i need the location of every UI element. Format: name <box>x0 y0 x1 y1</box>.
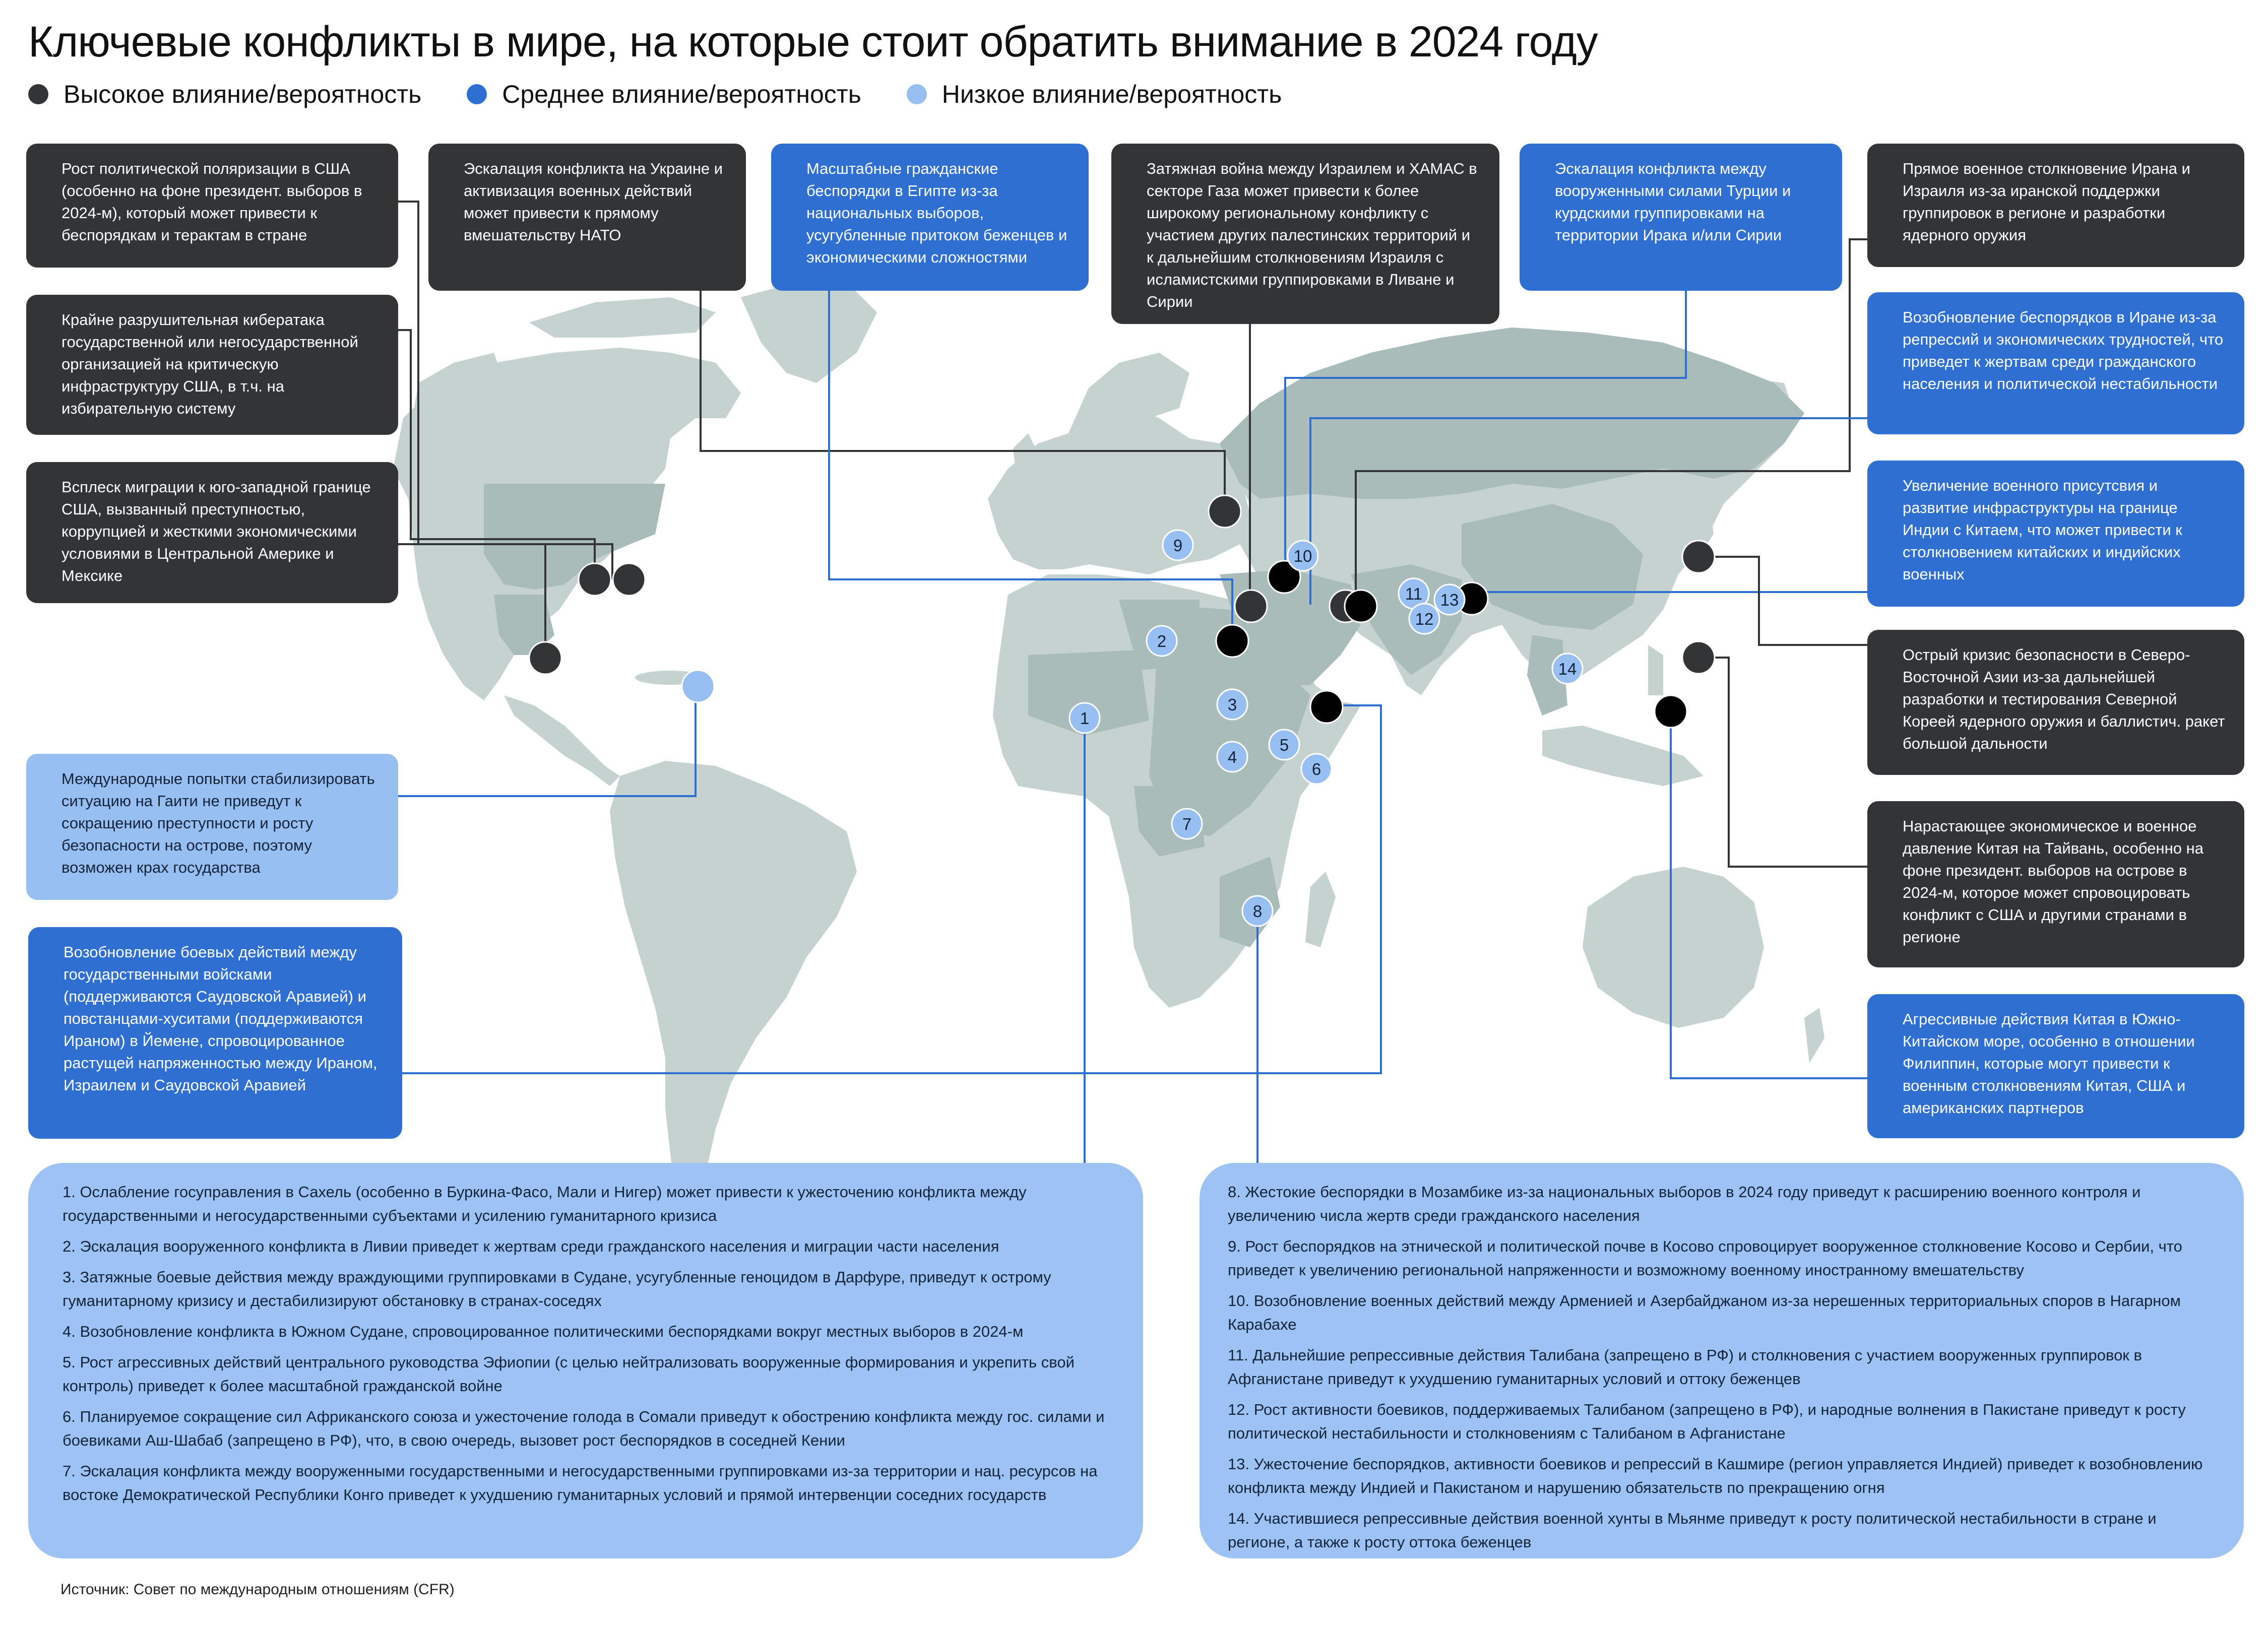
marker-12-label: 12 <box>1415 610 1434 628</box>
callout-taiwan-text: Нарастающее экономическое и военное давление Китая на Тайвань, особенно на фоне президент. выборов на острове в 2024-м, которое может спровоцировать конфликт с США и другими странами в регионе <box>1903 817 2203 946</box>
madagascar-land <box>1305 872 1336 947</box>
taiwan-marker <box>1682 641 1715 674</box>
marker-13-label: 13 <box>1440 591 1459 609</box>
callout-turkey-text: Эскалация конфликта между вооруженными силами Турции и курдскими группировками на территории Ирака и/или Сирии <box>1555 160 1791 244</box>
callout-iran-israel-text: Прямое военное столкновение Ирана и Израиля из-за иранской поддержки группировок в регионе и разработки ядерного оружия <box>1903 160 2190 244</box>
list-item: 9. Рост беспорядков на этнической и политической почве в Косово спровоцирует вооруженное столкновение Косово и Сербии, что приведет к увеличению региональной напряженности и возможному военному иностранному вмешательству <box>1228 1237 2182 1279</box>
south-china-sea-marker <box>1655 695 1687 728</box>
list-item: 4. Возобновление конфликта в Южном Судане, спровоцированное политическими беспорядками вокруг местных выборов в 2024-м <box>62 1323 1024 1340</box>
marker-2-label: 2 <box>1157 632 1167 650</box>
europe-land <box>988 403 1250 574</box>
list-item: 12. Рост активности боевиков, поддерживаемых Талибаном (запрещено в РФ), и народные волнения в Пакистане приведут к росту политической нестабильности и столкновениям с Талибаном в Афганистане <box>1228 1401 2186 1442</box>
callout-haiti-text: Международные попытки стабилизировать ситуацию на Гаити не приведут к сокращению преступности и росту безопасности на острове, поэтому возможен крах государства <box>61 770 375 876</box>
list-item: 2. Эскалация вооруженного конфликта в Ливии приведет к жертвам среди гражданского населения и миграции части населения <box>62 1237 999 1255</box>
callout-iran-israel <box>1867 144 2244 267</box>
marker-1-label: 1 <box>1080 709 1090 728</box>
marker-11-label: 11 <box>1405 584 1423 603</box>
southeast-asia-islands-land <box>1542 726 1704 786</box>
marker-5-label: 5 <box>1279 736 1289 754</box>
marker-8-label: 8 <box>1252 902 1263 921</box>
marker-10-label: 10 <box>1293 547 1312 565</box>
greenland-land <box>741 282 877 383</box>
usa-cyber-marker <box>613 563 645 596</box>
callout-cyberattack-text: Крайне разрушительная кибератака государственной или негосударственной организацией на критическую инфраструктуру США, в т.ч. на избирательную систему <box>61 311 358 417</box>
gaza-marker <box>1235 590 1267 622</box>
marker-4-label: 4 <box>1227 748 1237 766</box>
callout-usa-polarization <box>26 144 398 268</box>
egypt-marker <box>1216 625 1248 657</box>
scandinavia-land <box>1068 353 1189 433</box>
callout-north-korea-text: Острый кризис безопасности в Северо-Восточной Азии из-за дальнейшей разработки и тестирования Северной Кореей ядерного оружия и баллистич. ракет большой дальности <box>1903 646 2225 752</box>
south-america-land <box>610 761 857 1204</box>
australia-land <box>1583 867 1764 1028</box>
marker-6-label: 6 <box>1311 760 1321 778</box>
conflict-list-left-items <box>62 1180 1113 1507</box>
callout-migration <box>26 462 398 603</box>
mexico-border-marker <box>529 642 561 674</box>
list-item: 5. Рост агрессивных действий центрального руководства Эфиопии (с целью нейтрализовать вооруженные формирования и укрепить свой контроль) приведет к более масштабной гражданской войне <box>62 1353 1075 1395</box>
callout-yemen <box>28 927 402 1139</box>
list-item: 6. Планируемое сокращение сил Африканского союза и ужесточение голода в Сомали приведут к обострению конфликта между гос. силами и боевиками Аш-Шабаб (запрещено в РФ), что, в свою очередь, вызовет рост беспорядков в соседней Кении <box>62 1408 1105 1449</box>
russia-region <box>1220 328 1804 499</box>
yemen-marker <box>1310 691 1343 723</box>
callout-ukraine <box>428 144 746 291</box>
haiti-marker <box>682 670 714 702</box>
callout-taiwan <box>1867 801 2244 967</box>
ukraine-marker <box>1209 495 1241 528</box>
callout-ukraine-text: Эскалация конфликта на Украине и активизация военных действий может привести к прямому вмешательству НАТО <box>464 160 723 244</box>
callout-gaza-text: Затяжная война между Израилем и ХАМАС в секторе Газа может привести к более широкому региональному конфликту с участием других палестинских территорий и к дальнейшим столкновениям Израиля с исламистскими группировками в Ливане и Сирии <box>1147 160 1477 310</box>
page-title: Ключевые конфликты в мире, на которые стоит обратить внимание в 2024 году <box>28 18 1598 66</box>
callout-haiti <box>26 754 398 900</box>
list-item: 7. Эскалация конфликта между вооруженными государственными и негосударственными группировками из-за территории и нац. ресурсов на востоке Демократической Республики Конго приведет к ухудшению гуманитарных условий и прямой интервенции соседних государств <box>62 1462 1098 1504</box>
callout-india-china-text: Увеличение военного присутсвия и развитие инфраструктуры на границе Индии с Китаем, что может привести к столкновением китайских и индийских военных <box>1903 477 2182 583</box>
callout-iran-protests <box>1867 292 2244 434</box>
legend-low-label: Низкое влияние/вероятность <box>941 80 1282 108</box>
callout-migration-text: Всплеск миграции к юго-западной границе США, вызванный преступностью, коррупцией и жесткими экономическими условиями в Центральной Америке и Мексике <box>61 478 371 584</box>
callout-india-china <box>1867 461 2244 607</box>
marker-3-label: 3 <box>1227 695 1237 714</box>
central-america-land <box>504 695 620 786</box>
callout-south-china-sea-text: Агрессивные действия Китая в Южно-Китайском море, особенно в отношении Филиппин, которые могут привести к военным столкновениям Китая, США и американских партнеров <box>1903 1010 2195 1117</box>
list-item: 1. Ослабление госуправления в Сахель (особенно в Буркина-Фасо, Мали и Нигер) может привести к ужесточению конфликта между государственными и негосударственными субъектами и усилению гуманитарного кризиса <box>62 1183 1027 1224</box>
line-taiwan <box>1698 658 1867 867</box>
new-zealand-land <box>1804 1008 1824 1063</box>
callout-north-korea <box>1867 630 2244 775</box>
philippines-land <box>1648 645 1663 695</box>
conflict-list-right <box>1200 1163 2244 1558</box>
callout-gaza <box>1111 144 1499 324</box>
callout-cyberattack <box>26 295 398 435</box>
legend-high-label: Высокое влияние/вероятность <box>64 80 422 108</box>
callout-turkey <box>1520 144 1842 291</box>
list-item: 3. Затяжные боевые действия между враждующими группировками в Судане, усугубленные геноцидом в Дарфуре, приведут к острому гуманитарному кризису и дестабилизируют обстановку в странах-соседях <box>62 1268 1051 1310</box>
legend-medium-label: Среднее влияние/вероятность <box>502 80 861 108</box>
source-note: Источник: Совет по международным отношениям (CFR) <box>60 1581 455 1598</box>
iran-marker <box>1345 590 1377 622</box>
callout-south-china-sea <box>1867 994 2244 1138</box>
arctic-islands-land <box>529 297 716 338</box>
conflict-list-right-items <box>1228 1180 2214 1554</box>
usa-polarization-marker <box>579 563 611 596</box>
marker-9-label: 9 <box>1173 536 1183 555</box>
list-item: 11. Дальнейшие репрессивные действия Талибана (запрещено в РФ) и столкновения с участием вооруженных группировок в Афганистане приведут к ухудшению гуманитарных условий и оттоку беженцев <box>1228 1346 2142 1388</box>
north-korea-marker <box>1682 541 1715 573</box>
list-item: 10. Возобновление военных действий между Арменией и Азербайджаном из-за нерешенных территориальных споров в Нагарном Карабахе <box>1228 1292 2181 1333</box>
conflict-list-left <box>28 1163 1143 1558</box>
list-item: 14. Участившиеся репрессивные действия военной хунты в Мьянме приведут к росту политической нестабильности в стране и регионе, а также к росту оттока беженцев <box>1228 1510 2157 1551</box>
callout-usa-polarization-text: Рост политической поляризации в США (особенно на фоне президент. выборов в 2024-м), который может привести к беспорядкам и терактам в стране <box>61 160 362 244</box>
marker-14-label: 14 <box>1558 660 1577 678</box>
list-item: 8. Жестокие беспорядки в Мозамбике из-за национальных выборов в 2024 году приведут к расширению военного контроля и увеличению числа жертв среди гражданского населения <box>1228 1183 2141 1224</box>
callout-yemen-text: Возобновление боевых действий между государственными войсками (поддерживаются Саудовской Аравией) и повстанцами-хуситами (поддерживаются Ираном) в Йемене, спровоцированное растущей напряженностью между Ираном, Израилем и Саудовской Аравией <box>64 943 377 1094</box>
callout-egypt <box>771 144 1089 291</box>
marker-7-label: 7 <box>1182 815 1192 833</box>
callout-iran-protests-text: Возобновление беспорядков в Иране из-за репрессий и экономических трудностей, что приведет к жертвам среди гражданского населения и политической нестабильности <box>1903 308 2224 393</box>
callout-egypt-text: Масштабные гражданские беспорядки в Египте из-за национальных выборов, усугубленные притоком беженцев и экономическими сложностями <box>806 160 1067 266</box>
line-north-korea <box>1698 557 1867 645</box>
list-item: 13. Ужесточение беспорядков, активности боевиков и репрессий в Кашмире (регион управляется Индией) приведет к возобновлению конфликта между Индией и Пакистаном и нарушению обязательств по прекращению огня <box>1228 1455 2203 1496</box>
